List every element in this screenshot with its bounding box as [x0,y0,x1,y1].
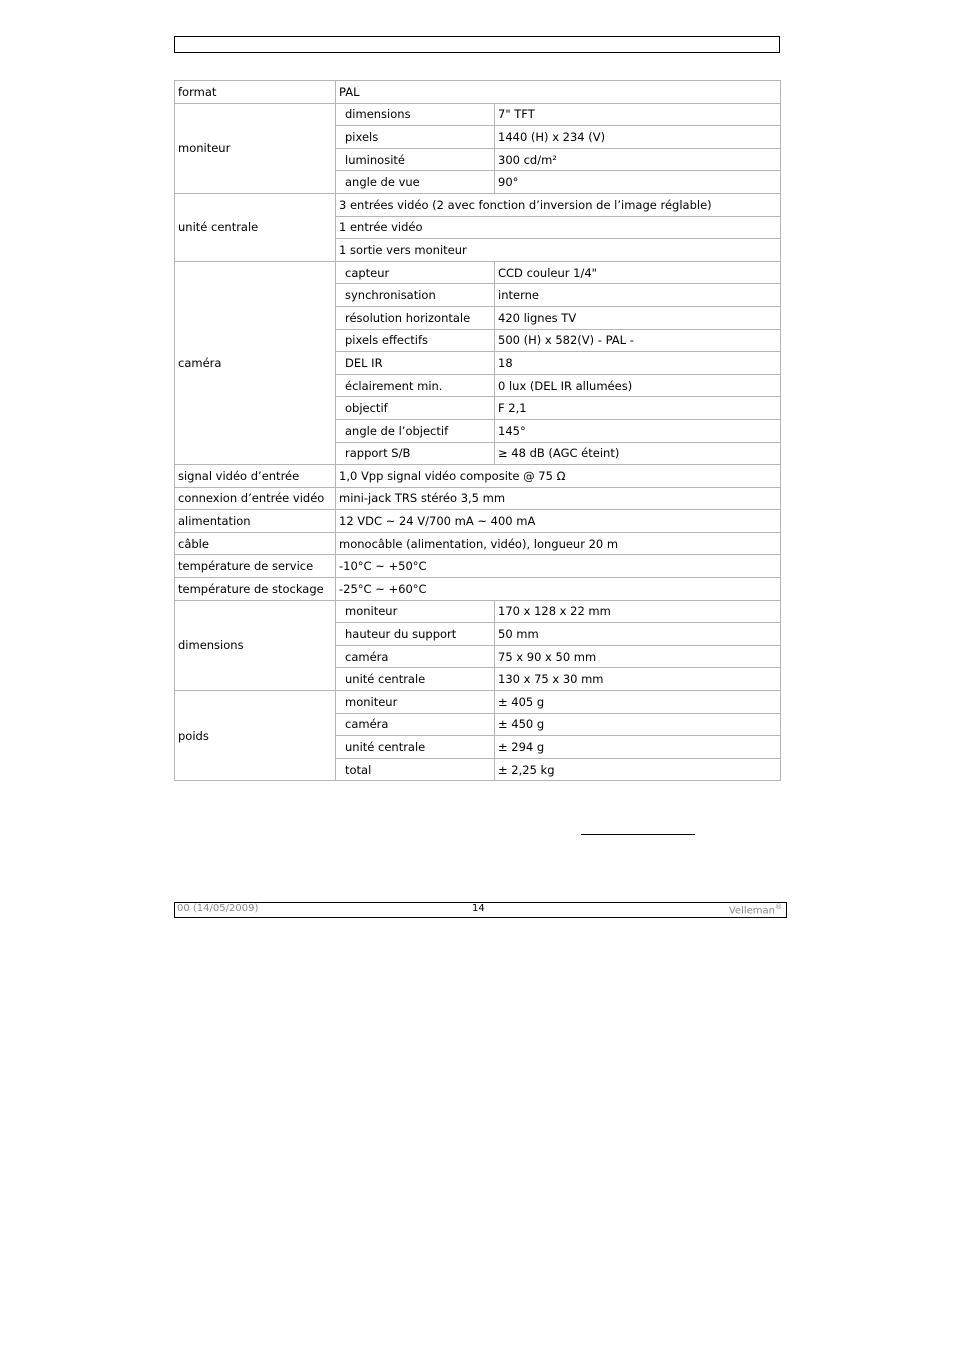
table-row [175,193,781,216]
registered-mark: ® [775,903,782,911]
sub-value: ± 294 g [495,736,781,759]
footer-page-number: 14 [472,903,485,914]
sub-value: ± 450 g [495,713,781,736]
row-value: PAL [336,81,781,104]
table-row [175,103,781,126]
sub-value: 130 x 75 x 30 mm [495,668,781,691]
sub-label: total [336,758,495,781]
sub-value: 500 (H) x 582(V) - PAL - [495,329,781,352]
sub-label: pixels [336,126,495,149]
specifications-table [174,80,781,781]
row-label: caméra [175,261,336,464]
sub-label: rapport S/B [336,442,495,465]
table-row [175,600,781,623]
sub-label: objectif [336,397,495,420]
footer-version: 00 (14/05/2009) [177,903,259,914]
sub-label: DEL IR [336,352,495,375]
sub-value: 18 [495,352,781,375]
row-label: unité centrale [175,193,336,261]
sub-value: 145° [495,419,781,442]
sub-label: éclairement min. [336,374,495,397]
sub-label: résolution horizontale [336,306,495,329]
sub-value: 1440 (H) x 234 (V) [495,126,781,149]
table-row [175,691,781,714]
table-row [175,578,781,601]
row-label: température de stockage [175,578,336,601]
row-value: monocâble (alimentation, vidéo), longueur 20 m [336,532,781,555]
sub-value: F 2,1 [495,397,781,420]
row-label: connexion d’entrée vidéo [175,487,336,510]
row-value: mini-jack TRS stéréo 3,5 mm [336,487,781,510]
page-footer [174,902,787,918]
row-value: 1 entrée vidéo [336,216,781,239]
signature-line [581,834,695,835]
sub-label: unité centrale [336,668,495,691]
row-value: 12 VDC ~ 24 V/700 mA ~ 400 mA [336,510,781,533]
sub-label: luminosité [336,148,495,171]
row-label: câble [175,532,336,555]
footer-brand-name: Velleman [728,905,775,917]
table-row [175,487,781,510]
table-row [175,261,781,284]
row-value: 1 sortie vers moniteur [336,239,781,262]
sub-value: 300 cd/m² [495,148,781,171]
sub-label: moniteur [336,691,495,714]
sub-label: caméra [336,645,495,668]
sub-value: 50 mm [495,623,781,646]
sub-value: 90° [495,171,781,194]
table-row [175,465,781,488]
row-value: -25°C ~ +60°C [336,578,781,601]
table-row [175,532,781,555]
sub-value: ≥ 48 dB (AGC éteint) [495,442,781,465]
footer-brand [729,903,782,916]
row-label: moniteur [175,103,336,193]
row-label: signal vidéo d’entrée [175,465,336,488]
sub-value: ± 405 g [495,691,781,714]
table-row [175,81,781,104]
sub-value: 0 lux (DEL IR allumées) [495,374,781,397]
sub-label: dimensions [336,103,495,126]
sub-label: hauteur du support [336,623,495,646]
sub-label: capteur [336,261,495,284]
row-label: température de service [175,555,336,578]
row-value: 1,0 Vpp signal vidéo composite @ 75 Ω [336,465,781,488]
row-label: format [175,81,336,104]
sub-label: caméra [336,713,495,736]
row-value: -10°C ~ +50°C [336,555,781,578]
table-row [175,510,781,533]
table-row [175,555,781,578]
sub-value: CCD couleur 1/4" [495,261,781,284]
sub-value: 75 x 90 x 50 mm [495,645,781,668]
sub-label: pixels effectifs [336,329,495,352]
row-label: dimensions [175,600,336,690]
sub-value: 7" TFT [495,103,781,126]
sub-label: angle de vue [336,171,495,194]
row-label: poids [175,691,336,781]
sub-label: unité centrale [336,736,495,759]
sub-value: 420 lignes TV [495,306,781,329]
page-header-box [174,36,780,53]
row-value: 3 entrées vidéo (2 avec fonction d’inversion de l’image réglable) [336,193,781,216]
sub-label: angle de l’objectif [336,419,495,442]
sub-label: moniteur [336,600,495,623]
row-label: alimentation [175,510,336,533]
sub-label: synchronisation [336,284,495,307]
sub-value: interne [495,284,781,307]
sub-value: ± 2,25 kg [495,758,781,781]
sub-value: 170 x 128 x 22 mm [495,600,781,623]
